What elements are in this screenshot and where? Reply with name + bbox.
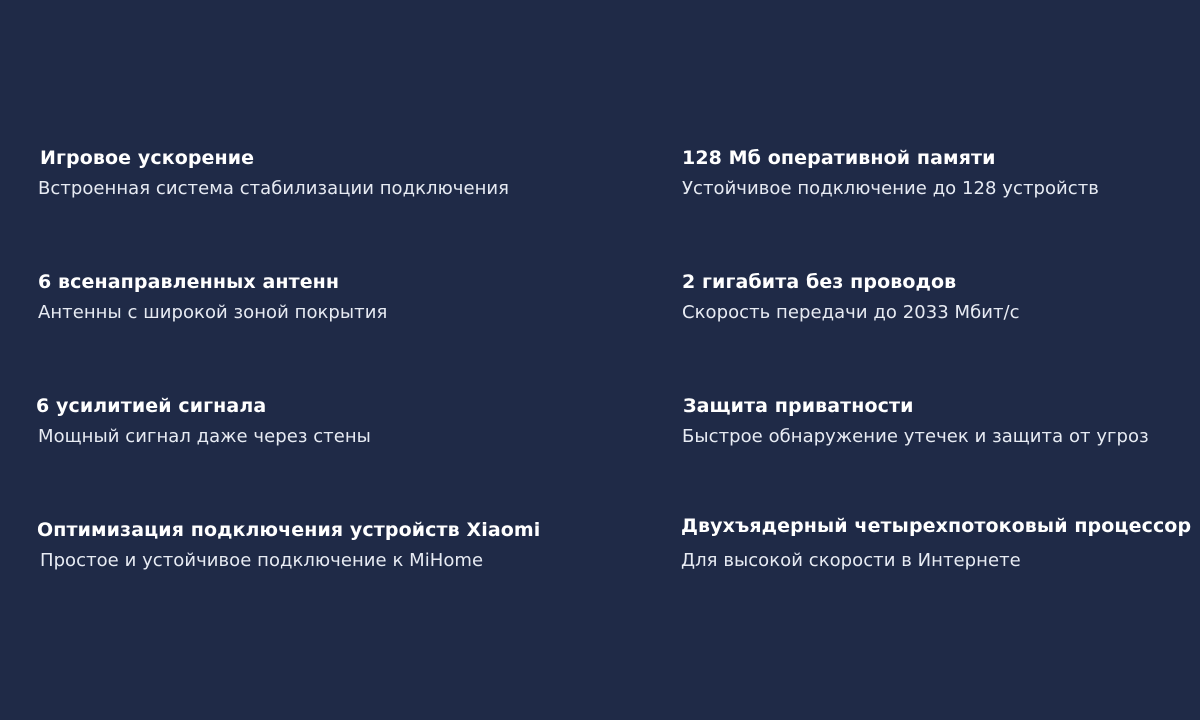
feature-description: Антенны с широкой зоной покрытия — [38, 302, 388, 323]
feature-title: 6 усилитией сигнала — [36, 395, 267, 417]
feature-ram — [682, 145, 1099, 202]
feature-description: Простое и устойчивое подключение к MiHome — [40, 550, 484, 571]
feature-wireless-speed — [682, 269, 1020, 326]
feature-title: Защита приватности — [683, 395, 914, 417]
feature-xiaomi-device-optimization — [37, 517, 540, 574]
feature-description: Для высокой скорости в Интернете — [681, 550, 1021, 571]
feature-description: Скорость передачи до 2033 Мбит/с — [682, 302, 1020, 323]
feature-gaming-acceleration — [38, 145, 509, 202]
feature-title: Оптимизация подключения устройств Xiaomi — [37, 519, 541, 541]
feature-omnidirectional-antennas — [38, 269, 387, 326]
feature-description: Быстрое обнаружение утечек и защита от угроз — [682, 426, 1149, 447]
feature-title: Игровое ускорение — [40, 147, 255, 169]
feature-description: Встроенная система стабилизации подключения — [38, 178, 510, 199]
feature-title: 6 всенаправленных антенн — [38, 271, 340, 293]
feature-processor — [681, 513, 1191, 574]
feature-signal-amplifiers — [36, 393, 371, 450]
feature-description: Устойчивое подключение до 128 устройств — [682, 178, 1099, 199]
feature-title: Двухъядерный четырехпотоковый процессор — [681, 515, 1192, 537]
feature-title: 2 гигабита без проводов — [682, 271, 957, 293]
feature-privacy-protection — [683, 393, 1149, 450]
feature-description: Мощный сигнал даже через стены — [38, 426, 371, 447]
feature-title: 128 Мб оперативной памяти — [682, 147, 996, 169]
